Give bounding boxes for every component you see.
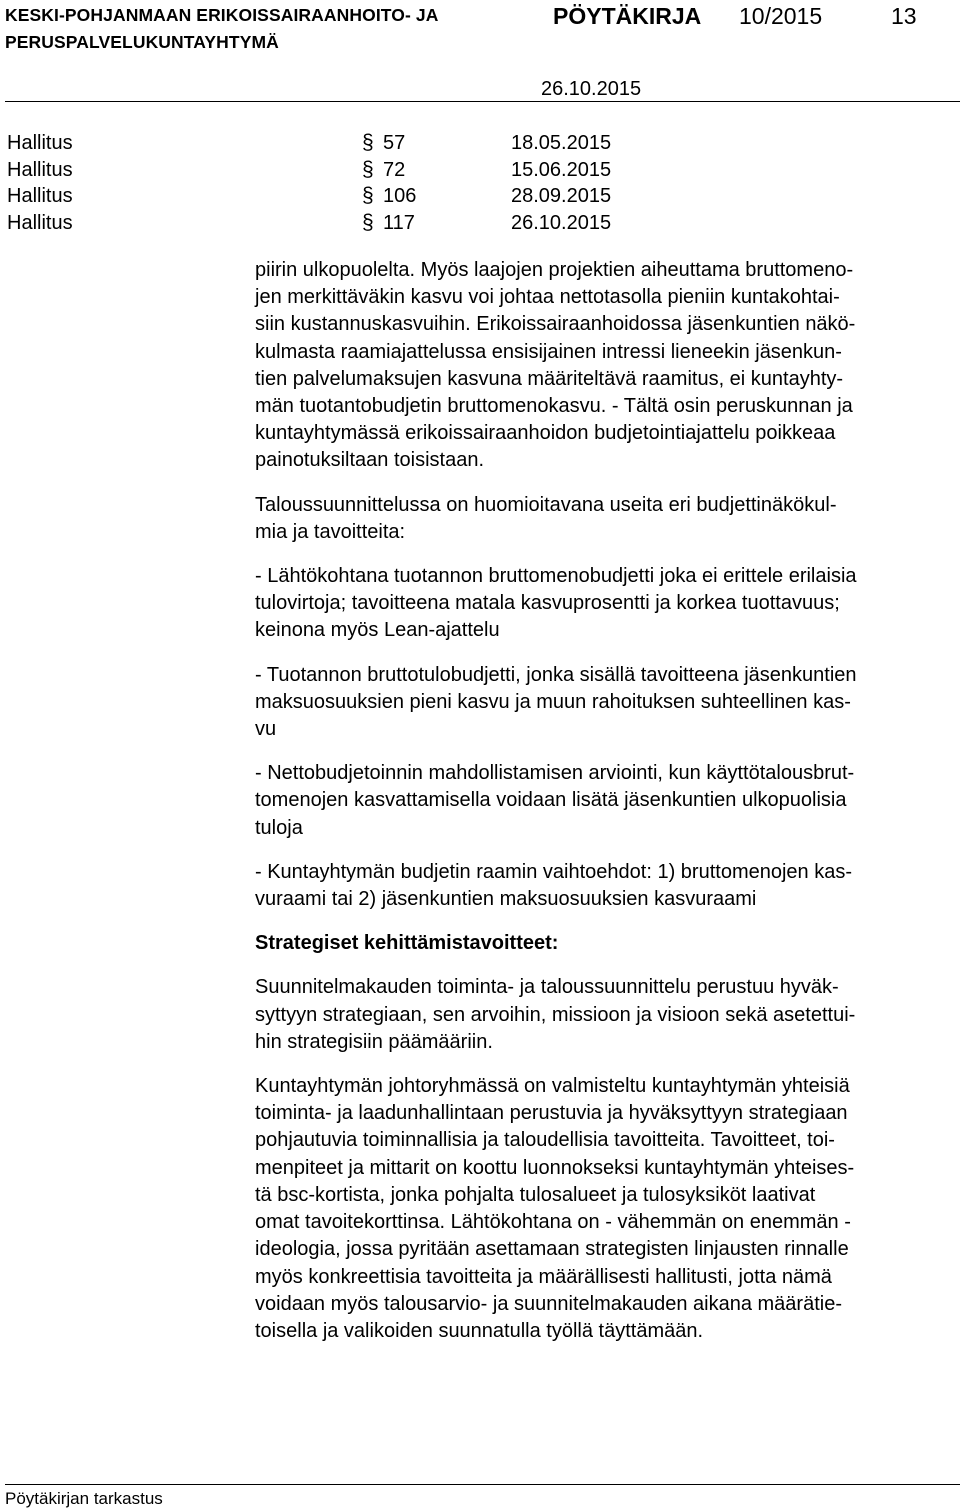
text-line: Kuntayhtymän johtoryhmässä on valmisteltu kuntayhtymän yhteisiä xyxy=(255,1075,850,1098)
text-line: män tuotantobudjetin bruttomenokasvu. - Tältä osin peruskunnan ja xyxy=(255,395,853,418)
document-header xyxy=(5,2,960,102)
text-line: pohjautuvia toiminnallisia ja taloudellisia tavoitteita. Tavoitteet, toi- xyxy=(255,1129,835,1152)
text-line: menpiteet ja mittarit on koottu luonnokseksi kuntayhtymän yhteises- xyxy=(255,1156,855,1179)
paragraph-strategy-basis xyxy=(255,974,955,1056)
footer-divider xyxy=(5,1484,960,1485)
meeting-body: Hallitus xyxy=(7,212,73,235)
meeting-date: 15.06.2015 xyxy=(511,158,612,181)
text-line: - Lähtökohtana tuotannon bruttomenobudjetti joka ei erittele erilaisia xyxy=(255,565,857,588)
text-line: painotuksiltaan toisistaan. xyxy=(255,449,485,472)
organization-name-line1: KESKI-POHJANMAAN ERIKOISSAIRAANHOITO- JA xyxy=(5,5,439,25)
meeting-date: 28.09.2015 xyxy=(511,185,612,208)
text-line: siin kustannuskasvuihin. Erikoissairaanhoidossa jäsenkuntien näkö- xyxy=(255,313,856,336)
header-divider xyxy=(5,101,960,102)
section-sign: § xyxy=(362,211,374,235)
meeting-body: Hallitus xyxy=(7,158,73,181)
text-line: kuntayhtymässä erikoissairaanhoidon budjetointiajattelu poikkeaa xyxy=(255,422,836,445)
section-number: 106 xyxy=(383,185,417,208)
text-line: - Tuotannon bruttotulobudjetti, jonka sisällä tavoitteena jäsenkuntien xyxy=(255,663,857,686)
section-number: 117 xyxy=(383,212,415,235)
text-line: Suunnitelmakauden toiminta- ja taloussuunnittelu perustuu hyväk- xyxy=(255,976,839,999)
text-line: toisella ja valikoiden suunnatulla työllä täyttämään. xyxy=(255,1319,704,1342)
meeting-body: Hallitus xyxy=(7,185,73,208)
list-item-gross-revenue xyxy=(255,662,955,744)
list-item-framework-options xyxy=(255,859,955,913)
text-line: mia ja tavoitteita: xyxy=(255,520,406,543)
text-line: Taloussuunnittelussa on huomioitavana useita eri budjettinäkökul- xyxy=(255,493,837,516)
document-number: 10/2015 xyxy=(739,3,823,29)
paragraph-planning-perspectives xyxy=(255,492,955,546)
list-item-gross-expenditure xyxy=(255,563,955,645)
text-line: tuloja xyxy=(255,816,303,839)
meeting-body: Hallitus xyxy=(7,132,73,154)
text-line: piirin ulkopuolelta. Myös laajojen projektien aiheuttama bruttomeno- xyxy=(255,259,854,281)
text-line: voidaan myös talousarvio- ja suunnitelmakauden aikana määrätie- xyxy=(255,1292,842,1315)
text-line: - Kuntayhtymän budjetin raamin vaihtoehdot: 1) bruttomenojen kas- xyxy=(255,860,853,883)
document-date: 26.10.2015 xyxy=(541,78,642,100)
text-line: hin strategisiin päämääriin. xyxy=(255,1030,493,1053)
list-item-net-budgeting xyxy=(255,760,955,842)
section-sign: § xyxy=(362,157,374,181)
section-number: 57 xyxy=(383,132,406,154)
text-line: maksuosuuksien pieni kasvu ja muun rahoituksen suhteellinen kas- xyxy=(255,690,851,713)
meeting-date: 18.05.2015 xyxy=(511,132,612,154)
meeting-date: 26.10.2015 xyxy=(511,212,612,235)
section-sign: § xyxy=(362,184,374,208)
section-sign: § xyxy=(362,131,374,154)
text-line: syttyyn strategiaan, sen arvoihin, missioon ja visioon sekä asetettui- xyxy=(255,1003,856,1026)
text-line: tä bsc-kortista, jonka pohjalta tulosalueet ja tulosyksiköt laativat xyxy=(255,1183,816,1206)
paragraph-management-goals xyxy=(255,1073,955,1345)
text-line: keinona myös Lean-ajattelu xyxy=(255,619,500,642)
organization-name-line2: PERUSPALVELUKUNTAYHTYMÄ xyxy=(5,32,279,52)
text-line: vuraami tai 2) jäsenkuntien maksuosuuksien kasvuraami xyxy=(255,888,757,911)
text-line: ideologia, jossa pyritään asettamaan strategisten linjausten rinnalle xyxy=(255,1238,849,1261)
text-line: tien palvelumaksujen kasvuna määriteltävä raamitus, ei kuntayhty- xyxy=(255,367,844,390)
text-line: myös konkreettisia tavoitteita ja määrällisesti hallitusti, jotta nämä xyxy=(255,1265,832,1288)
text-line: vu xyxy=(255,718,277,741)
section-heading: Strategiset kehittämistavoitteet: xyxy=(255,932,559,955)
text-line: tomenojen kasvattamisella voidaan lisätä jäsenkuntien ulkopuolisia xyxy=(255,789,847,812)
text-line: tulovirtoja; tavoitteena matala kasvuprosentti ja korkea tuottavuus; xyxy=(255,592,840,615)
text-line: toiminta- ja laadunhallintaan perustuvia ja hyväksyttyyn strategiaan xyxy=(255,1102,848,1125)
organization-name xyxy=(5,2,438,56)
section-number: 72 xyxy=(383,158,406,181)
text-line: - Nettobudjetoinnin mahdollistamisen arviointi, kun käyttötalousbrut- xyxy=(255,762,855,785)
text-line: omat tavoitekorttinsa. Lähtökohtana on - vähemmän on enemmän - xyxy=(255,1211,851,1234)
document-type: PÖYTÄKIRJA xyxy=(553,3,702,29)
page-number: 13 xyxy=(891,3,917,29)
paragraph-budget-framework xyxy=(255,257,955,475)
text-line: kulmasta raamiajattelussa ensisijainen intressi lieneekin jäsenkun- xyxy=(255,340,842,363)
body-text xyxy=(255,257,955,1345)
text-line: jen merkittäväkin kasvu voi johtaa nettotasolla pieniin kuntakohtai- xyxy=(255,286,840,309)
footer-label: Pöytäkirjan tarkastus xyxy=(5,1489,163,1508)
